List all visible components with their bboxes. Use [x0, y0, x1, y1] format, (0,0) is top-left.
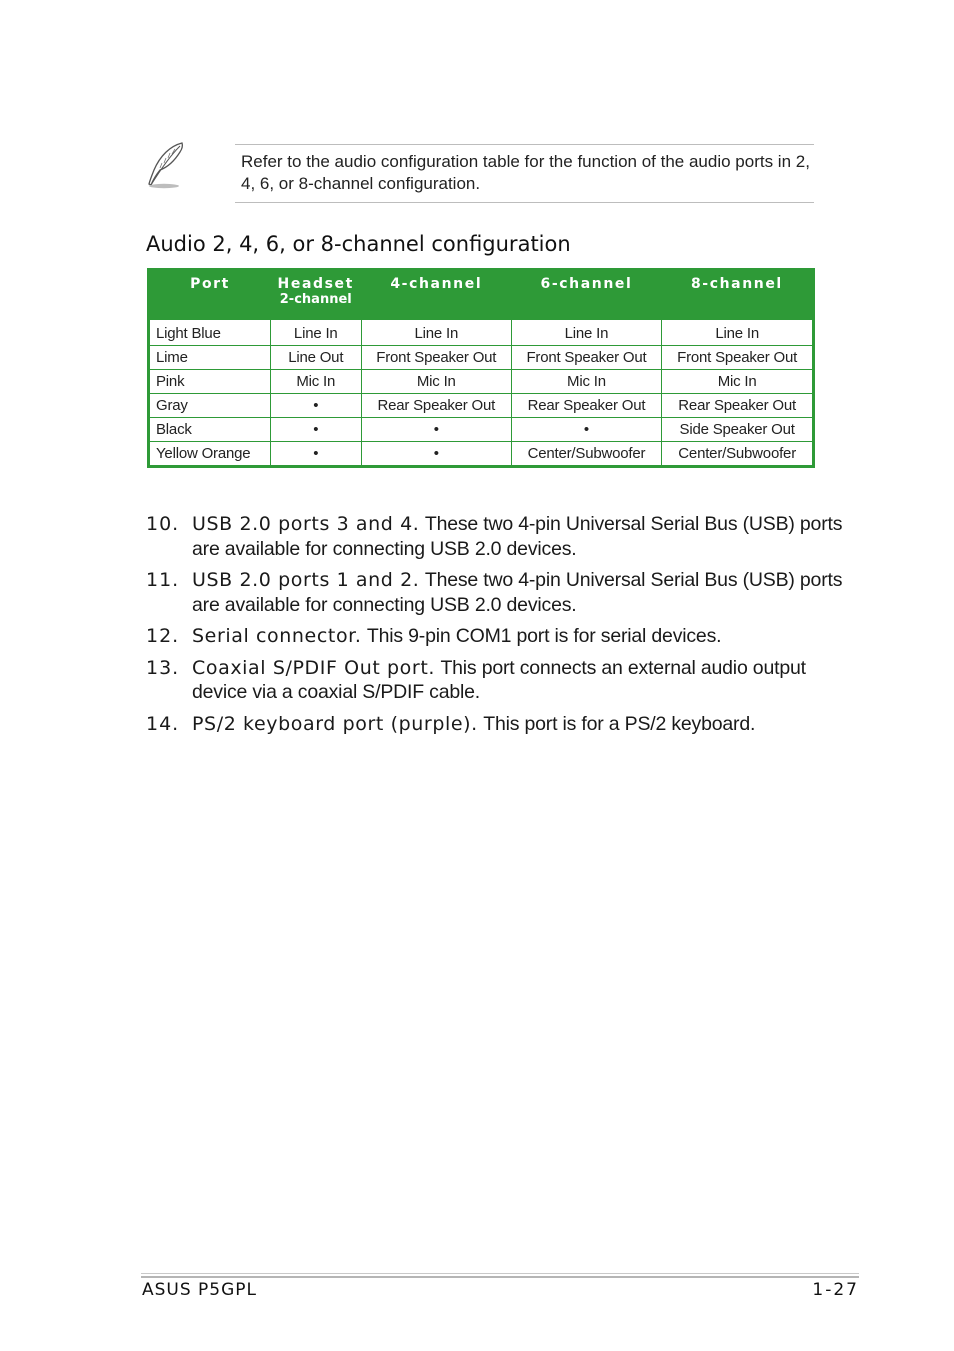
table-cell: Black: [149, 418, 271, 442]
table-cell: •: [270, 442, 361, 467]
table-cell: Rear Speaker Out: [662, 394, 814, 418]
table-cell: Front Speaker Out: [662, 346, 814, 370]
footer-product-name: ASUS P5GPL: [142, 1280, 258, 1300]
item-term: USB 2.0 ports 3 and 4.: [192, 513, 420, 535]
table-cell: Light Blue: [149, 320, 271, 346]
note-text: Refer to the audio configuration table for the function of the audio ports in 2, 4, 6, or 8-channel configuration.: [241, 152, 810, 193]
section-title: Audio 2, 4, 6, or 8-channel configuration: [146, 232, 571, 256]
table-cell: •: [361, 442, 511, 467]
item-number: 13.: [146, 656, 180, 679]
item-term: Serial connector.: [192, 625, 362, 647]
header-port: Port: [149, 270, 271, 320]
table-row: [149, 320, 814, 346]
page-number: 1-27: [812, 1280, 859, 1300]
note-bottom-rule: [235, 202, 814, 203]
table-row: [149, 370, 814, 394]
port-description-list: [146, 512, 846, 743]
table-cell: Line In: [511, 320, 662, 346]
table-cell: Mic In: [662, 370, 814, 394]
table-cell: •: [511, 418, 662, 442]
quill-pen-icon: [142, 140, 188, 190]
item-number: 10.: [146, 513, 180, 535]
table-row: [149, 394, 814, 418]
footer-rule: [141, 1273, 859, 1274]
table-cell: •: [270, 394, 361, 418]
table-row: [149, 346, 814, 370]
header-4-channel: 4-channel: [361, 270, 511, 320]
table-cell: Gray: [149, 394, 271, 418]
table-cell: Mic In: [511, 370, 662, 394]
table-cell: Mic In: [361, 370, 511, 394]
item-description: This 9-pin COM1 port is for serial devices.: [366, 625, 722, 647]
item-description: These two 4-pin Universal Serial Bus (USB) ports are available for connecting USB 2.0 devices.: [192, 513, 843, 560]
table-cell: Yellow Orange: [149, 442, 271, 467]
table-cell: Rear Speaker Out: [361, 394, 511, 418]
table-cell: Front Speaker Out: [361, 346, 511, 370]
table-cell: Center/Subwoofer: [662, 442, 814, 467]
table-header-row: [149, 270, 814, 320]
item-term: PS/2 keyboard port (purple).: [192, 712, 478, 735]
header-8-channel: 8-channel: [662, 270, 814, 320]
table-cell: Mic In: [270, 370, 361, 394]
item-description: This port is for a PS/2 keyboard.: [483, 712, 756, 735]
item-number: 12.: [146, 625, 180, 647]
table-cell: Pink: [149, 370, 271, 394]
list-item: [146, 656, 846, 705]
header-6-channel: 6-channel: [511, 270, 662, 320]
list-item: [146, 712, 846, 737]
table-cell: Line In: [662, 320, 814, 346]
item-description: This port connects an external audio output device via a coaxial S/PDIF cable.: [192, 656, 806, 703]
table-cell: Rear Speaker Out: [511, 394, 662, 418]
list-item: [146, 568, 846, 617]
table-cell: •: [270, 418, 361, 442]
table-cell: Front Speaker Out: [511, 346, 662, 370]
header-headset: Headset 2-channel: [270, 270, 361, 320]
table-cell: Line In: [361, 320, 511, 346]
audio-config-table: [147, 268, 815, 468]
item-term: Coaxial S/PDIF Out port.: [192, 656, 436, 679]
note-top-rule: [235, 144, 814, 145]
table-row: [149, 442, 814, 467]
list-item: [146, 512, 846, 561]
table-cell: Line In: [270, 320, 361, 346]
table-cell: •: [361, 418, 511, 442]
list-item: [146, 624, 846, 649]
item-number: 11.: [146, 569, 180, 591]
footer-rule-thick: [141, 1276, 859, 1278]
table-cell: Lime: [149, 346, 271, 370]
table-cell: Line Out: [270, 346, 361, 370]
table-row: [149, 418, 814, 442]
header-headset-sub: 2-channel: [279, 292, 352, 307]
table-cell: Side Speaker Out: [662, 418, 814, 442]
table-cell: Center/Subwoofer: [511, 442, 662, 467]
item-term: USB 2.0 ports 1 and 2.: [192, 569, 420, 591]
item-description: These two 4-pin Universal Serial Bus (USB) ports are available for connecting USB 2.0 devices.: [192, 569, 843, 616]
item-number: 14.: [146, 712, 180, 735]
